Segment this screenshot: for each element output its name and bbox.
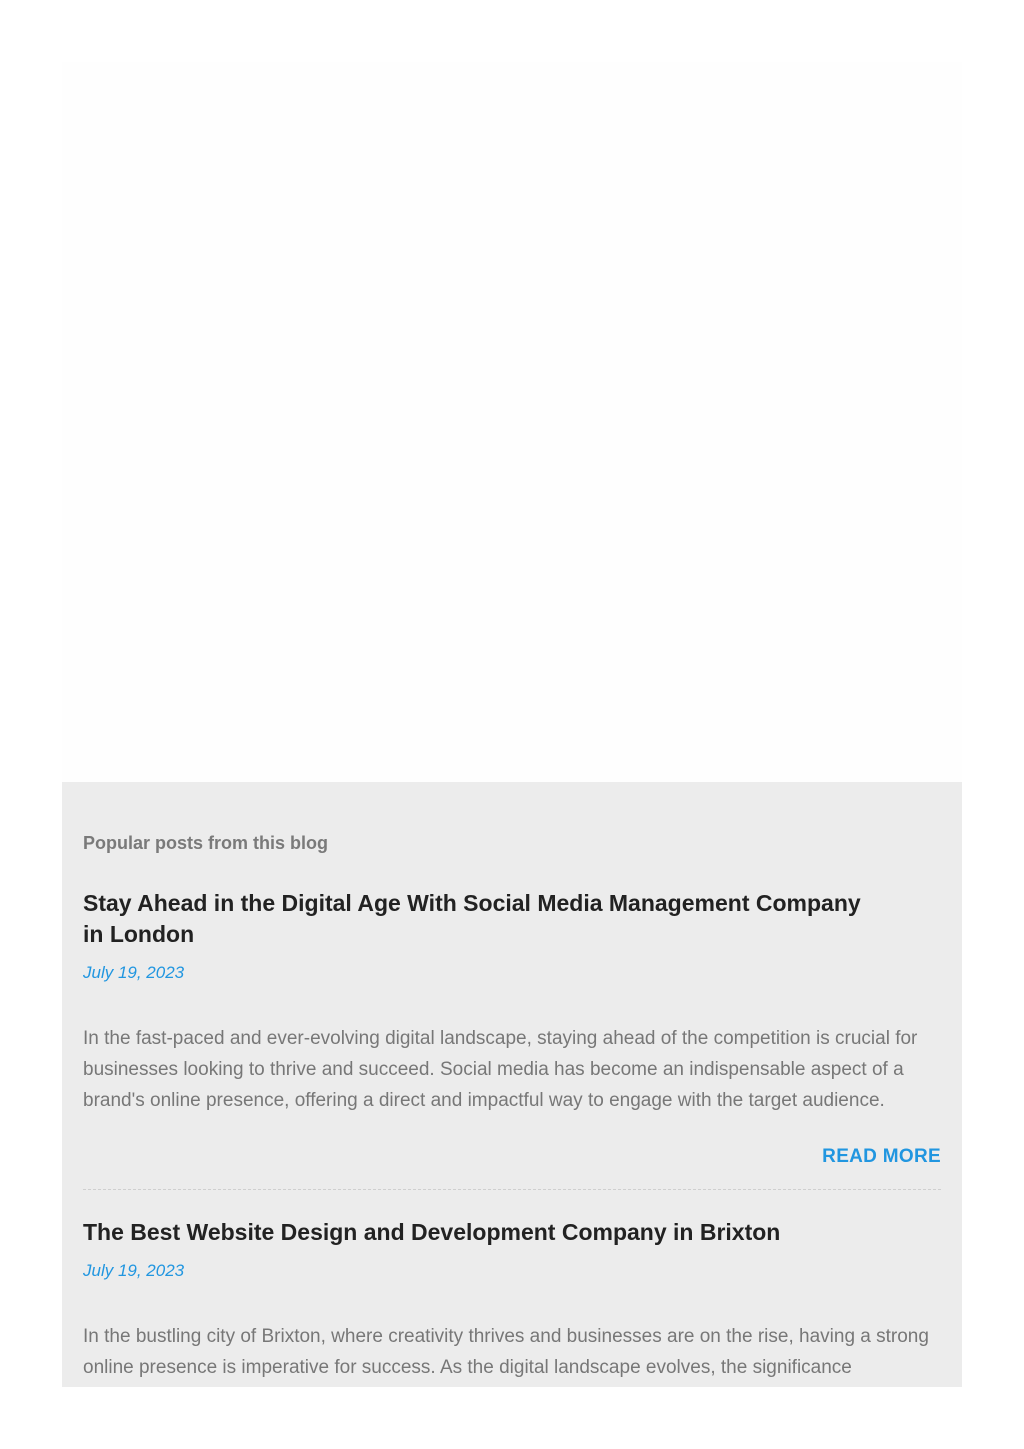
post-1-date[interactable]: July 19, 2023 [83,963,185,982]
post-2-date[interactable]: July 19, 2023 [83,1261,185,1280]
post-1-read-more-row [83,1146,941,1168]
popular-posts-heading: Popular posts from this blog [83,833,329,853]
post-1-snippet: In the fast-paced and ever-evolving digital landscape, staying ahead of the competition is crucial for businesses looking to thrive and succeed. Social media has become an indispensable aspect of a brand's online presence, offering a direct and impactful way to engage with the target audience. [83,1028,918,1111]
popular-posts-inner [62,782,962,1383]
post-1-title[interactable]: Stay Ahead in the Digital Age With Social Media Management Company in London [83,890,861,947]
blank-content-area [62,62,962,782]
post-1-read-more-link[interactable]: READ MORE [822,1146,941,1167]
post-2-title[interactable]: The Best Website Design and Development Company in Brixton [83,1219,781,1245]
post-divider [83,1189,941,1190]
popular-post-1 [83,888,941,1190]
post-2-snippet: In the bustling city of Brixton, where creativity thrives and businesses are on the rise, having a strong online presence is imperative for success. As the digital landscape evolves, the significance [83,1326,929,1378]
popular-post-2 [83,1217,941,1383]
popular-posts-section [62,782,962,1387]
